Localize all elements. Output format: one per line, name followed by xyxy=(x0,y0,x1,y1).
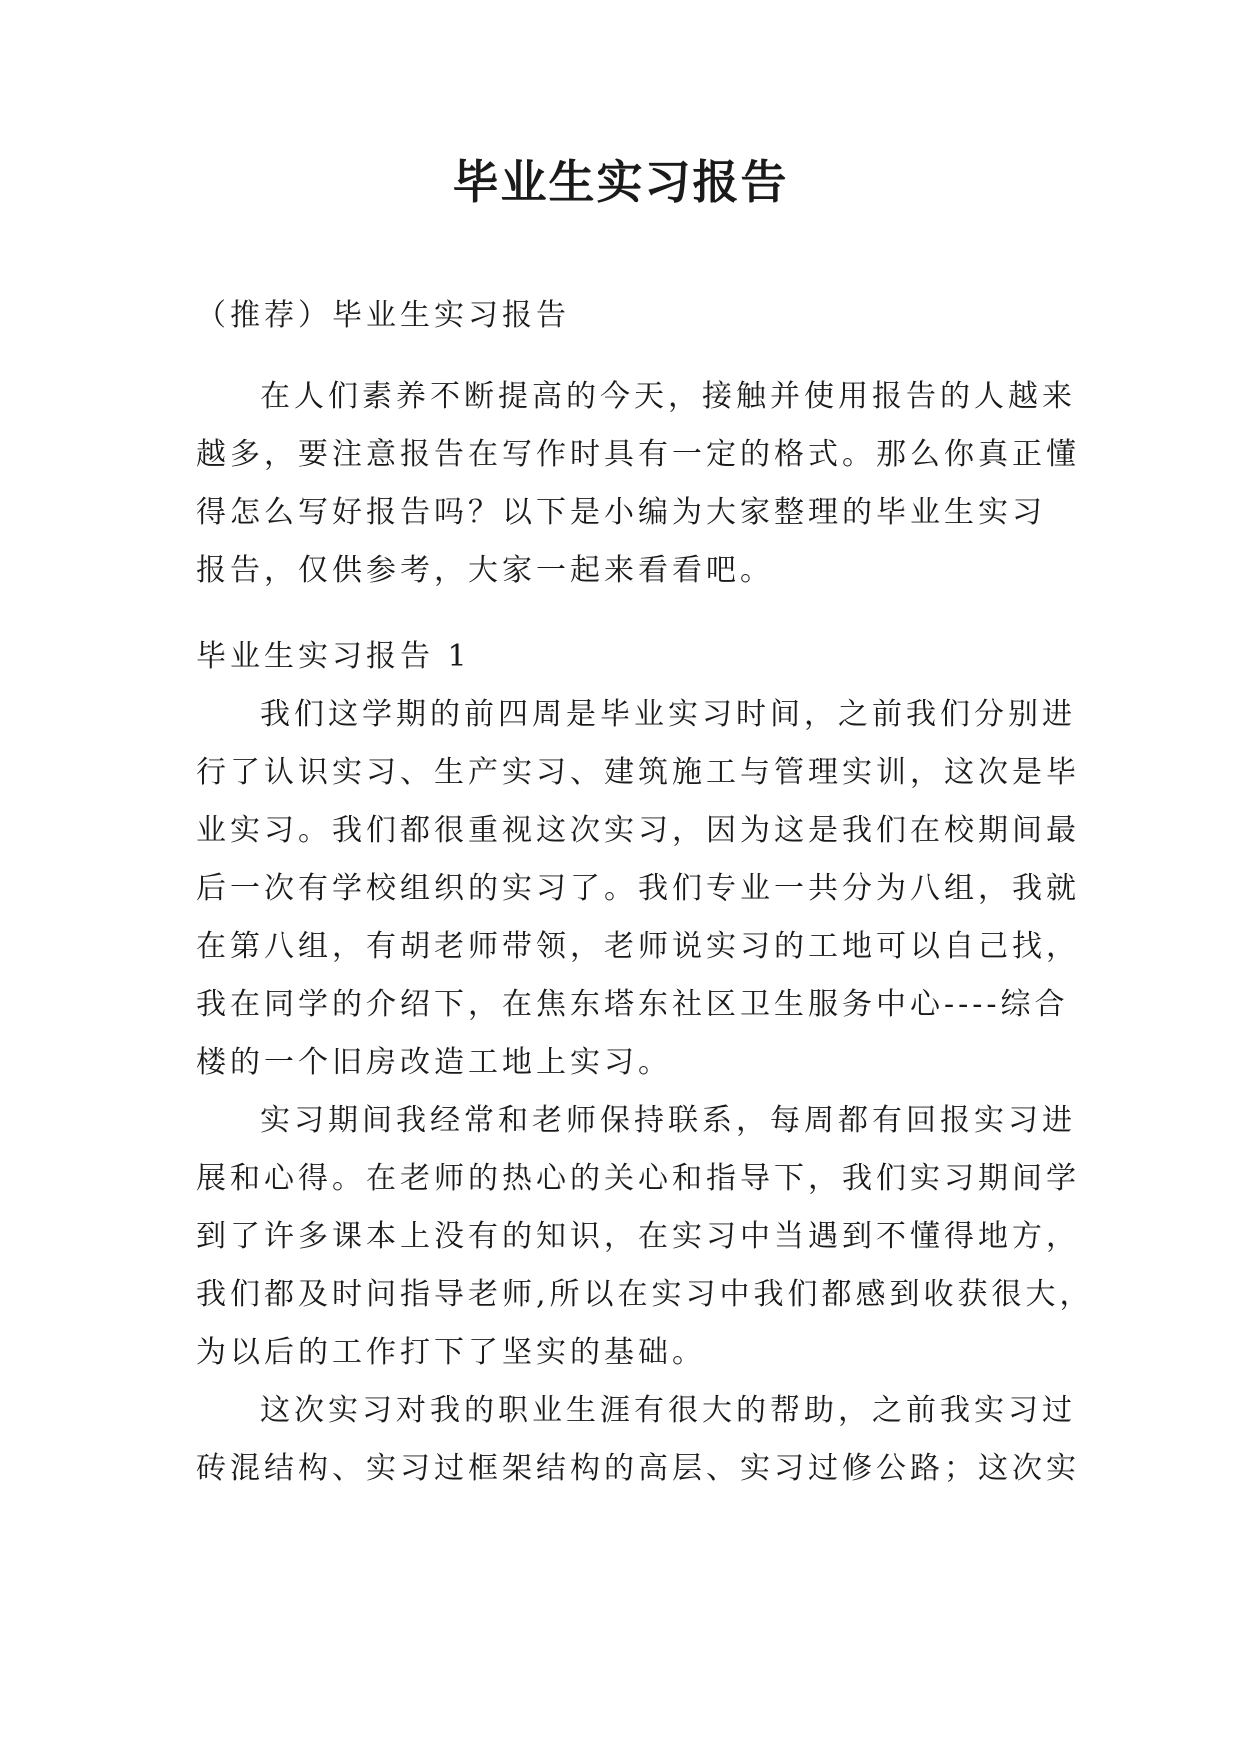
paragraph-line: 业实习。我们都很重视这次实习，因为这是我们在校期间最 xyxy=(196,813,1080,848)
intro-paragraph xyxy=(196,368,1080,600)
paragraph-line: 这次实习对我的职业生涯有很大的帮助，之前我实习过 xyxy=(260,1393,1076,1428)
paragraph-line: 为以后的工作打下了坚实的基础。 xyxy=(196,1335,706,1370)
paragraph-line: 在第八组，有胡老师带领，老师说实习的工地可以自己找， xyxy=(196,929,1080,964)
intro-line: 越多，要注意报告在写作时具有一定的格式。那么你真正懂 xyxy=(196,437,1080,472)
intro-line: 得怎么写好报告吗？以下是小编为大家整理的毕业生实习 xyxy=(196,495,1046,530)
section-heading: 毕业生实习报告 1 xyxy=(196,639,471,674)
section-body xyxy=(196,628,1094,1498)
paragraph-line: 行了认识实习、生产实习、建筑施工与管理实训，这次是毕 xyxy=(196,755,1080,790)
paragraph-line: 实习期间我经常和老师保持联系，每周都有回报实习进 xyxy=(260,1103,1076,1138)
paragraph-line: 我们这学期的前四周是毕业实习时间，之前我们分别进 xyxy=(260,697,1076,732)
paragraph-line: 楼的一个旧房改造工地上实习。 xyxy=(196,1045,672,1080)
document-title: 毕业生实习报告 xyxy=(452,155,789,209)
paragraph-line: 展和心得。在老师的热心的关心和指导下，我们实习期间学 xyxy=(196,1161,1080,1196)
paragraph-line: 到了许多课本上没有的知识，在实习中当遇到不懂得地方， xyxy=(196,1219,1080,1254)
intro-line: 报告，仅供参考，大家一起来看看吧。 xyxy=(196,553,774,588)
paragraph-line: 我们都及时问指导老师,所以在实习中我们都感到收获很大， xyxy=(196,1277,1094,1312)
document-subtitle: （推荐）毕业生实习报告 xyxy=(196,298,570,333)
intro-line: 在人们素养不断提高的今天，接触并使用报告的人越来 xyxy=(260,379,1076,414)
paragraph-line: 砖混结构、实习过框架结构的高层、实习过修公路；这次实 xyxy=(196,1451,1080,1486)
paragraph-line: 我在同学的介绍下，在焦东塔东社区卫生服务中心----综合 xyxy=(196,987,1069,1022)
paragraph-line: 后一次有学校组织的实习了。我们专业一共分为八组，我就 xyxy=(196,871,1080,906)
